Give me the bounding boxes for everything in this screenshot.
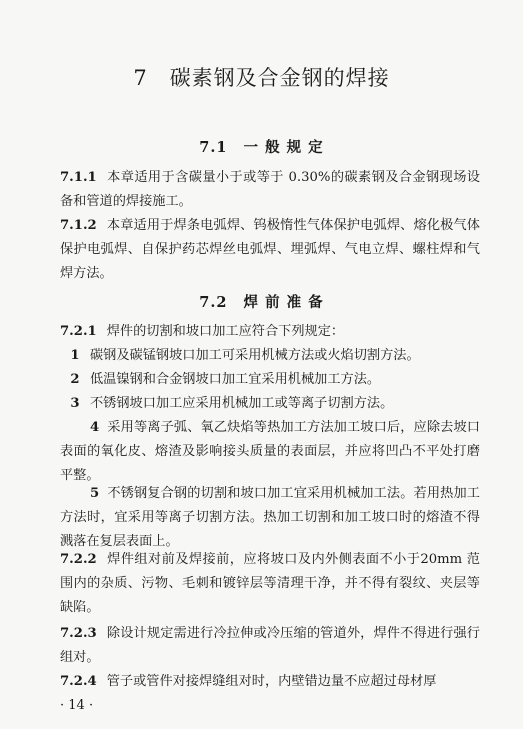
item-text: 不锈钢复合钢的切割和坡口加工宜采用机械加工法。若用热加工方法时，宜采用等离子切割方法。热加工切割和加工坡口时的熔渣不得溅落在复层表面上。 <box>60 486 480 549</box>
item-text: 不锈钢坡口加工应采用机械加工或等离子切割方法。 <box>90 396 394 411</box>
list-item-3 <box>60 392 480 416</box>
section-number: 7.2 <box>199 294 228 311</box>
clause-text: 本章适用于焊条电弧焊、钨极惰性气体保护电弧焊、熔化极气体保护电弧焊、自保护药芯焊丝电弧焊、埋弧焊、气电立焊、螺柱焊和气焊方法。 <box>60 218 480 281</box>
clause-text: 焊件组对前及焊接前，应将坡口及内外侧表面不小于20mm 范围内的杂质、污物、毛刺和镀锌层等清理干净，并不得有裂纹、夹层等缺陷。 <box>60 552 480 615</box>
item-number: 5 <box>90 486 100 501</box>
clause-number: 7.1.2 <box>60 218 97 233</box>
item-text: 碳钢及碳锰钢坡口加工可采用机械方法或火焰切割方法。 <box>90 348 420 363</box>
item-number: 4 <box>90 420 100 435</box>
list-item-1 <box>60 344 480 368</box>
clause-7-2-3 <box>60 622 480 670</box>
clause-number: 7.1.1 <box>60 170 97 185</box>
section-title-text: 一 般 规 定 <box>243 139 324 156</box>
list-item-4 <box>60 416 480 488</box>
clause-7-2-1 <box>60 320 480 344</box>
item-text: 采用等离子弧、氧乙炔焰等热加工方法加工坡口后，应除去坡口表面的氧化皮、熔渣及影响接头质量的表面层，并应将凹凸不平处打磨平整。 <box>60 420 480 483</box>
item-number: 1 <box>70 348 80 363</box>
section-heading-7-1 <box>0 136 523 157</box>
item-number: 3 <box>70 396 80 411</box>
section-number: 7.1 <box>199 139 228 156</box>
item-number: 2 <box>70 372 80 387</box>
section-heading-7-2 <box>0 291 523 312</box>
clause-number: 7.2.1 <box>60 324 97 339</box>
section-title-text: 焊 前 准 备 <box>243 294 324 311</box>
clause-7-1-2 <box>60 214 480 286</box>
clause-number: 7.2.2 <box>60 552 97 567</box>
clause-7-2-2 <box>60 548 480 620</box>
list-item-2 <box>60 368 480 392</box>
clause-text: 管子或管件对接焊缝组对时，内壁错边量不应超过母材厚 <box>106 674 437 689</box>
clause-7-1-1 <box>60 166 480 214</box>
chapter-title <box>0 62 523 92</box>
item-text: 低温镍钢和合金钢坡口加工宜采用机械加工方法。 <box>90 372 381 387</box>
clause-number: 7.2.3 <box>60 626 97 641</box>
clause-text: 除设计规定需进行冷拉伸或冷压缩的管道外，焊件不得进行强行组对。 <box>60 626 480 665</box>
clause-text: 焊件的切割和坡口加工应符合下列规定： <box>106 324 345 339</box>
list-item-5 <box>60 482 480 554</box>
chapter-title-text: 碳素钢及合金钢的焊接 <box>169 66 390 90</box>
page-number: · 14 · <box>60 698 94 713</box>
chapter-number: 7 <box>133 66 148 90</box>
clause-7-2-4 <box>60 670 480 694</box>
clause-text: 本章适用于含碳量小于或等于 0.30%的碳素钢及合金钢现场设备和管道的焊接施工。 <box>60 170 480 209</box>
clause-number: 7.2.4 <box>60 674 97 689</box>
